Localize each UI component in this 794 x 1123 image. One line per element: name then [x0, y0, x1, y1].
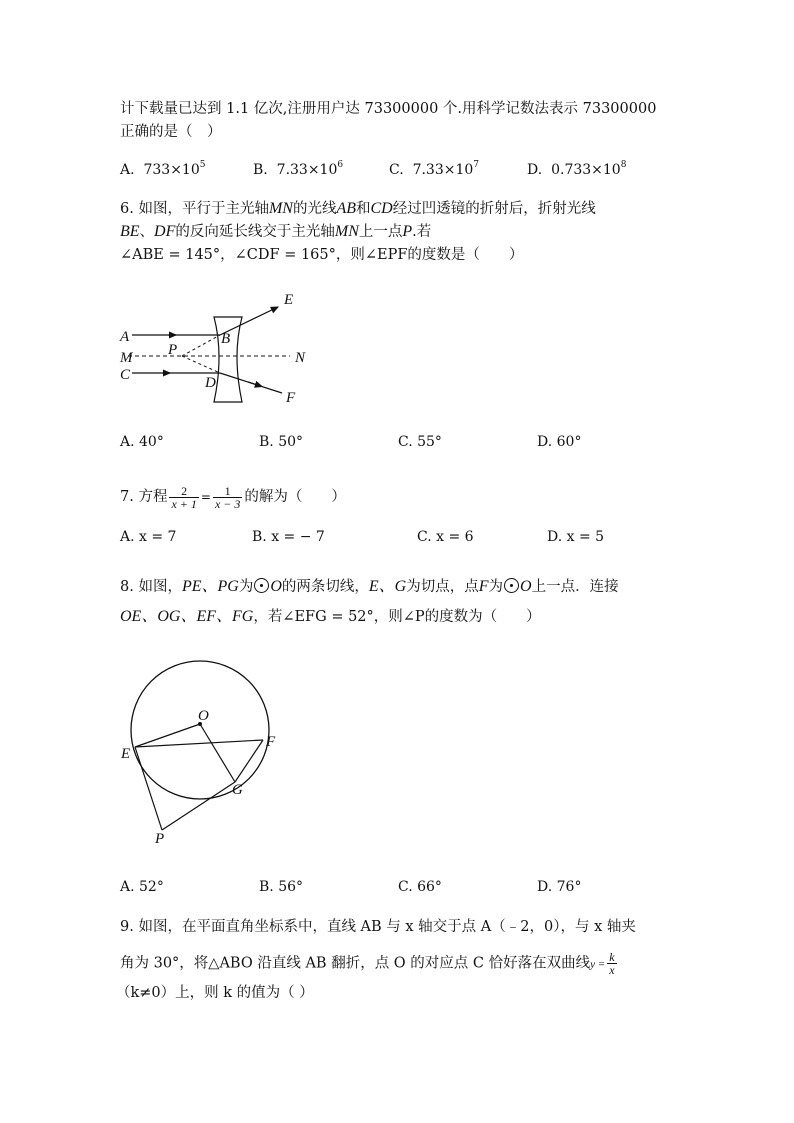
q7-option-a[interactable]: A. x = 7 — [120, 529, 177, 545]
q5-line1: 计下载量已达到 1.1 亿次,注册用户达 73300000 个.用科学记数法表示 73300000 — [120, 101, 657, 117]
q6-line2: BE、DF的反向延长线交于主光轴MN上一点P.若 — [120, 223, 432, 240]
fraction-2: $\frac{1}{x - 3}$ — [214, 483, 241, 511]
q9-line3: （k≠0）上，则 k 的值为（ ） — [116, 985, 314, 1001]
q8-line1: 8. 如图，PE、PG为 O的两条切线，E、G为切点，点F为 O上一点．连接 — [120, 578, 619, 595]
lens-diagram — [110, 285, 310, 410]
q7-option-d[interactable]: D. x = 5 — [547, 529, 605, 545]
q7-option-c[interactable]: C. x = 6 — [417, 529, 474, 545]
label-e: E — [284, 292, 294, 308]
q7-option-b[interactable]: B. x = − 7 — [252, 529, 325, 545]
q5-option-d[interactable]: D. $0.733\times 10^8$ — [527, 160, 627, 178]
label-f: F — [266, 734, 276, 750]
q8-option-a[interactable]: A. 52° — [120, 879, 164, 895]
label-p: P — [168, 342, 178, 358]
q6-option-a[interactable]: A. 40° — [120, 434, 164, 450]
label-o: O — [198, 708, 209, 724]
ext-df — [182, 356, 220, 373]
q8-line2: OE、OG、EF、FG，若∠EFG = 52°，则∠P的度数为（ ） — [120, 608, 541, 625]
label-a: A — [120, 329, 130, 345]
circle-diagram — [110, 650, 290, 850]
segment-fg — [235, 740, 263, 782]
q8-option-c[interactable]: C. 66° — [398, 879, 442, 895]
segment-og — [200, 724, 235, 782]
q5-option-a[interactable]: A. $733\times 10^5$ — [120, 160, 206, 178]
q5-option-c[interactable]: C. $7.33\times 10^7$ — [389, 160, 480, 178]
segment-pg — [162, 782, 235, 830]
q6-option-c[interactable]: C. 55° — [398, 434, 442, 450]
fraction-1: $\frac{2}{x + 1}$ — [171, 483, 197, 511]
q5-option-b[interactable]: B. $7.33\times 10^6$ — [253, 160, 344, 178]
q8-option-b[interactable]: B. 56° — [259, 879, 304, 895]
ext-be — [182, 335, 220, 356]
label-b: B — [221, 331, 231, 347]
label-g: G — [232, 782, 243, 798]
label-e: E — [121, 746, 131, 762]
q6-line3: ∠ABE = 145°，∠CDF = 165°，则∠EPF的度数是（ ） — [120, 247, 524, 263]
q6-option-b[interactable]: B. 50° — [259, 434, 304, 450]
fraction-k-over-x: $\frac{k}{x}$ — [609, 950, 615, 977]
q6-line1: 6. 如图，平行于主光轴MN的光线AB和CD经过凹透镜的折射后，折射光线 — [120, 200, 596, 217]
concave-lens — [214, 317, 242, 402]
label-n: N — [295, 350, 306, 366]
label-c: C — [120, 367, 131, 383]
q9-line1: 9. 如图，在平面直角坐标系中，直线 AB 与 x 轴交于点 A（﹣2，0），与 x 轴夹 — [120, 919, 636, 935]
label-m: M — [120, 350, 133, 366]
circle-symbol-icon — [504, 578, 519, 593]
label-f: F — [286, 390, 296, 406]
q9-line2: 角为 30°，将△ABO 沿直线 AB 翻折，点 O 的对应点 C 恰好落在双曲线y = $\frac{k}{x}$ — [120, 950, 615, 977]
label-p: P — [155, 831, 165, 847]
circle-symbol-icon — [254, 578, 269, 593]
circle-o — [131, 661, 269, 799]
segment-pe — [135, 747, 162, 830]
label-d: D — [205, 375, 216, 391]
q7-line: 7. 方程 $\frac{2}{x + 1}$ = $\frac{1}{x - 3}$ 的解为（ ） — [120, 483, 346, 511]
q5-line2: 正确的是（ ） — [120, 124, 222, 140]
q8-option-d[interactable]: D. 76° — [537, 879, 582, 895]
segment-ef — [135, 740, 263, 747]
q6-option-d[interactable]: D. 60° — [537, 434, 582, 450]
